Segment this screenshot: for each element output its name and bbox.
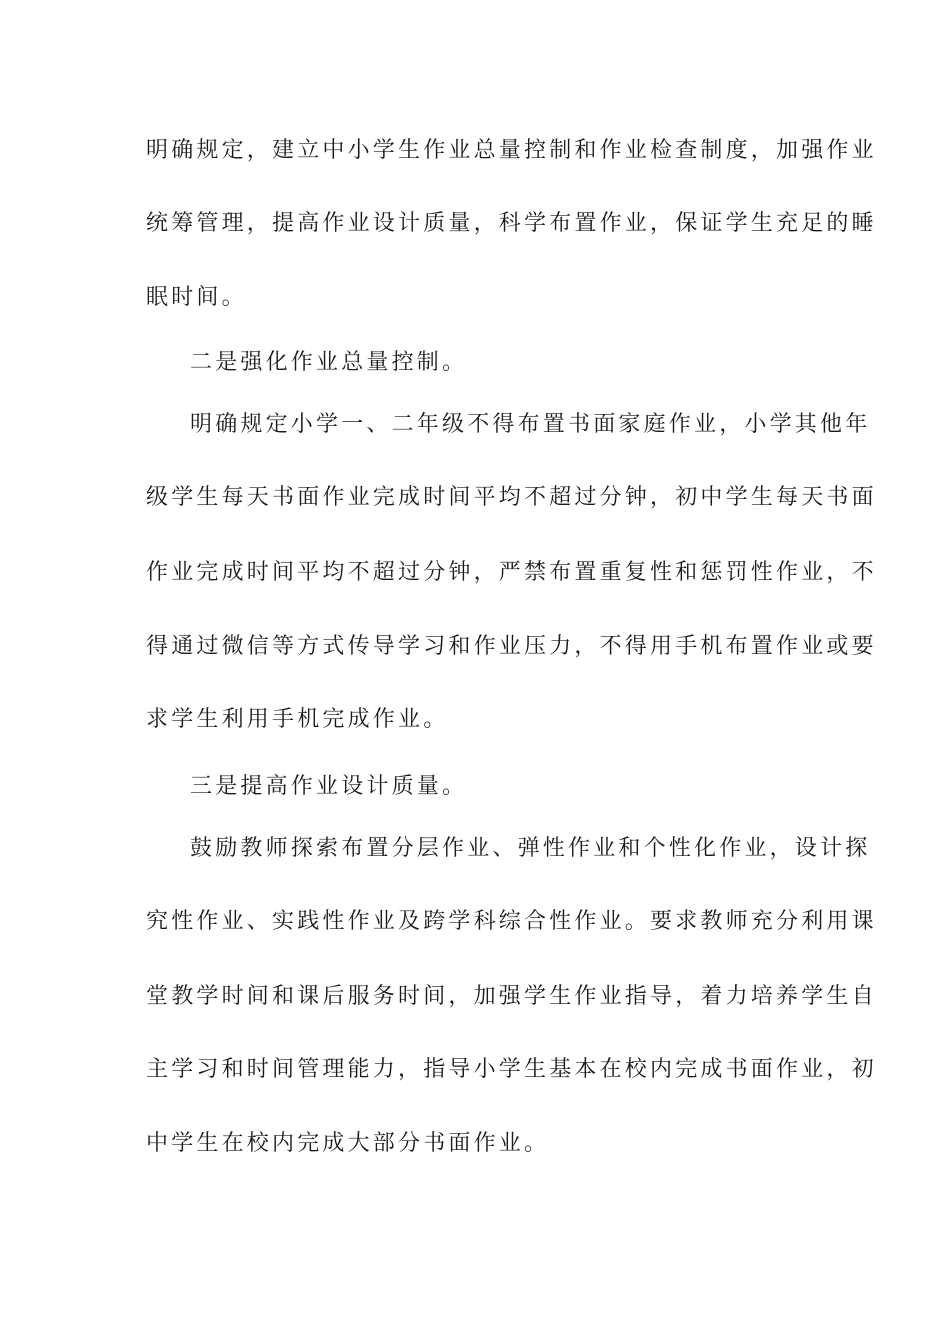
- paragraph-line: 得通过微信等方式传导学习和作业压力，不得用手机布置作业或要: [146, 634, 877, 659]
- paragraph-line: 明确规定，建立中小学生作业总量控制和作业检查制度，加强作业: [146, 138, 877, 163]
- paragraph-line: 眠时间。: [146, 285, 247, 310]
- paragraph-line: 堂教学时间和课后服务时间，加强学生作业指导，着力培养学生自: [146, 984, 877, 1009]
- paragraph-line: 级学生每天书面作业完成时间平均不超过分钟，初中学生每天书面: [146, 485, 877, 510]
- paragraph-line: 鼓励教师探索布置分层作业、弹性作业和个性化作业，设计探: [190, 836, 871, 861]
- section-heading: 二是强化作业总量控制。: [190, 350, 468, 375]
- paragraph-line: 求学生利用手机完成作业。: [146, 707, 449, 732]
- paragraph-line: 主学习和时间管理能力，指导小学生基本在校内完成书面作业，初: [146, 1057, 877, 1082]
- paragraph-line: 统筹管理，提高作业设计质量，科学布置作业，保证学生充足的睡: [146, 211, 877, 236]
- paragraph-line: 中学生在校内完成大部分书面作业。: [146, 1131, 550, 1156]
- paragraph-line: 作业完成时间平均不超过分钟，严禁布置重复性和惩罚性作业，不: [146, 560, 877, 585]
- paragraph-line: 明确规定小学一、二年级不得布置书面家庭作业，小学其他年: [190, 412, 871, 437]
- section-heading: 三是提高作业设计质量。: [190, 774, 468, 799]
- paragraph-line: 究性作业、实践性作业及跨学科综合性作业。要求教师充分利用课: [146, 909, 877, 934]
